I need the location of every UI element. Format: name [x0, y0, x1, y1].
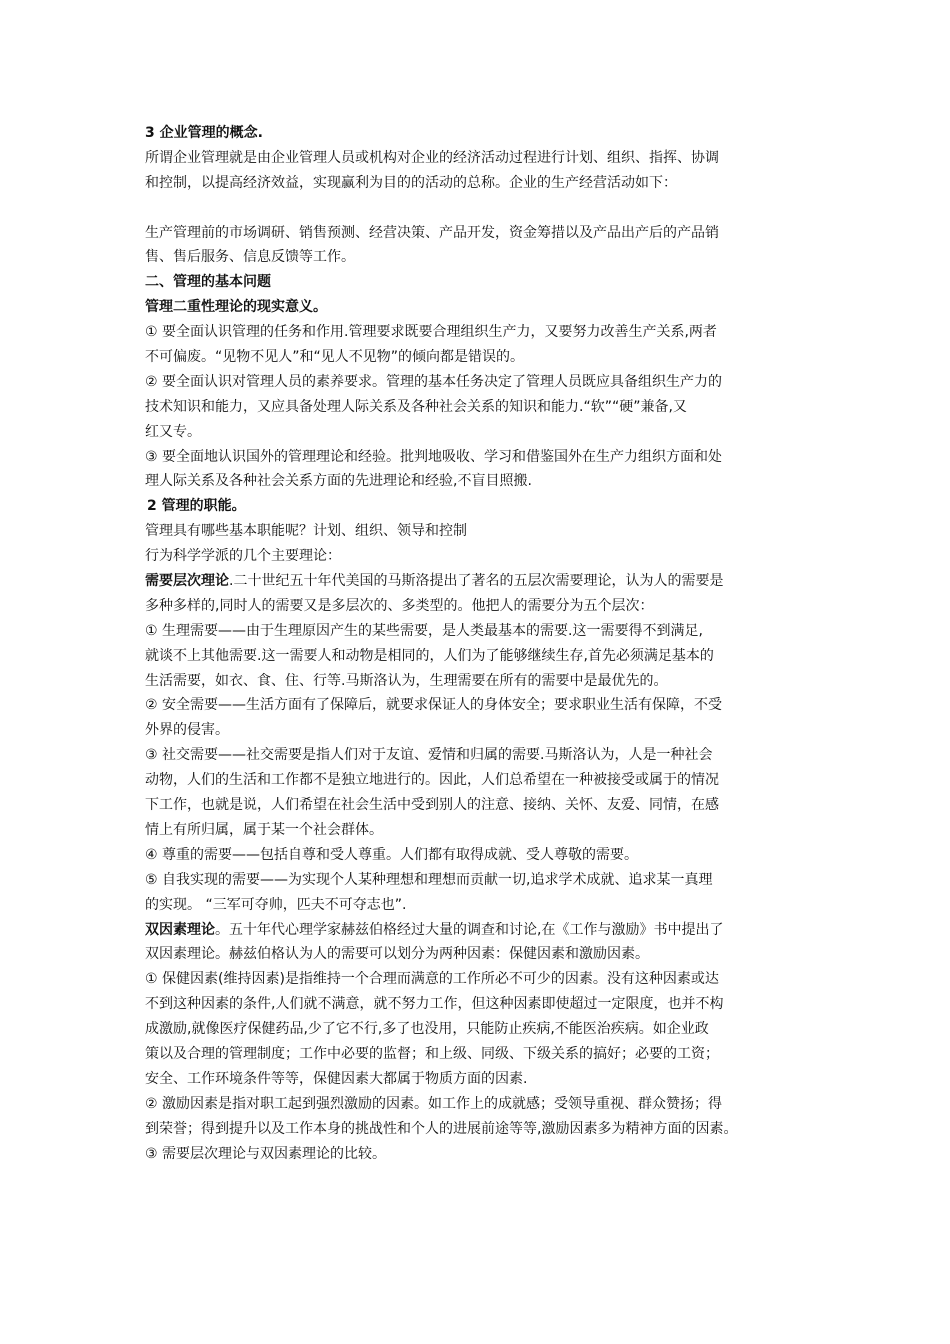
paragraph-line: 所谓企业管理就是由企业管理人员或机构对企业的经济活动过程进行计划、组织、指挥、协调 [145, 149, 719, 166]
list-item-line: ⑤ 自我实现的需要——为实现个人某种理想和理想而贡献一切,追求学术成就、追求某一真理 [145, 871, 713, 888]
section-heading-enterprise-management: 3 企业管理的概念. [145, 125, 263, 141]
hierarchy-intro-line [145, 569, 825, 594]
list-item-line: ③ 要全面地认识国外的管理理论和经验。批判地吸收、学习和借鉴国外在生产力组织方面和处 [145, 448, 722, 465]
list-item-line: ① 生理需要——由于生理原因产生的某些需要，是人类最基本的需要.这一需要得不到满足, [145, 622, 703, 639]
two-factor-intro-text: 。五十年代心理学家赫兹伯格经过大量的调查和讨论,在《工作与激励》书中提出了 [215, 921, 724, 938]
list-item-line: 不可偏废。“见物不见人”和“见人不见物”的倾向都是错误的。 [145, 349, 525, 366]
term-two-factor-theory: 双因素理论 [145, 921, 215, 938]
list-item-line: 的实现。 “三军可夺帅，匹夫不可夺志也”. [145, 896, 407, 913]
list-item-line: 到荣誉；得到提升以及工作本身的挑战性和个人的进展前途等等,激励因素多为精神方面的因素。 [145, 1120, 738, 1137]
blank-line [145, 196, 825, 221]
list-item-line: 生活需要，如衣、食、住、行等.马斯洛认为，生理需要在所有的需要中是最优先的。 [145, 672, 668, 689]
section-heading-basic-issues: 二、管理的基本问题 [145, 274, 271, 291]
list-item-line: ② 激励因素是指对职工起到强烈激励的因素。如工作上的成就感；受领导重视、群众赞扬；得 [145, 1095, 722, 1112]
subheading-duality: 管理二重性理论的现实意义。 [145, 299, 327, 316]
paragraph-line: 行为科学学派的几个主要理论： [145, 548, 341, 565]
two-factor-intro-line [145, 918, 825, 943]
list-item-line: 策以及合理的管理制度；工作中必要的监督；和上级、同级、下级关系的搞好；必要的工资； [145, 1045, 719, 1062]
list-item-line: ③ 需要层次理论与双因素理论的比较。 [145, 1145, 386, 1162]
list-item-line: 外界的侵害。 [145, 722, 229, 739]
list-item-line: 不到这种因素的条件,人们就不满意，就不努力工作，但这种因素即使超过一定限度，也并不构 [145, 996, 724, 1013]
paragraph-line: 和控制，以提高经济效益，实现赢利为目的的活动的总称。企业的生产经营活动如下： [145, 174, 677, 191]
list-item-line: ④ 尊重的需要——包括自尊和受人尊重。人们都有取得成就、受人尊敬的需要。 [145, 846, 638, 863]
list-item-line: 成激励,就像医疗保健药品,少了它不行,多了也没用，只能防止疾病,不能医治疾病。如企业政 [145, 1021, 709, 1038]
list-item-line: 就谈不上其他需要.这一需要人和动物是相同的，人们为了能够继续生存,首先必须满足基本的 [145, 647, 714, 664]
paragraph-line: 管理具有哪些基本职能呢？计划、组织、领导和控制 [145, 523, 467, 540]
list-item-line: 技术知识和能力，又应具备处理人际关系及各种社会关系的知识和能力.“软”“硬”兼备,又 [145, 398, 687, 415]
list-item-line: ③ 社交需要——社交需要是指人们对于友谊、爱情和归属的需要.马斯洛认为，人是一种社会 [145, 747, 713, 764]
section-heading-functions: 2 管理的职能。 [147, 498, 246, 515]
paragraph-line: 生产管理前的市场调研、销售预测、经营决策、产品开发，资金筹措以及产品出产后的产品销 [145, 224, 719, 241]
paragraph-line: 多种多样的,同时人的需要又是多层次的、多类型的。他把人的需要分为五个层次： [145, 597, 654, 614]
hierarchy-intro-text: .二十世纪五十年代美国的马斯洛提出了著名的五层次需要理论，认为人的需要是 [229, 573, 724, 590]
list-item-line: 理人际关系及各种社会关系方面的先进理论和经验,不盲目照搬. [145, 473, 532, 490]
list-item-line: ① 要全面认识管理的任务和作用.管理要求既要合理组织生产力，又要努力改善生产关系,两者 [145, 324, 717, 341]
list-item-line: 动物，人们的生活和工作都不是独立地进行的。因此，人们总希望在一种被接受或属于的情况 [145, 772, 719, 789]
document-page [145, 121, 825, 1166]
list-item-line: 红又专。 [145, 423, 201, 440]
paragraph-line: 双因素理论。赫兹伯格认为人的需要可以划分为两种因素：保健因素和激励因素。 [145, 946, 649, 963]
list-item-line: ① 保健因素(维持因素)是指维持一个合理而满意的工作所必不可少的因素。没有这种因素或达 [145, 971, 719, 988]
list-item-line: ② 要全面认识对管理人员的素养要求。管理的基本任务决定了管理人员既应具备组织生产力的 [145, 373, 722, 390]
list-item-line: 下工作，也就是说，人们希望在社会生活中受到别人的注意、接纳、关怀、友爱、同情，在感 [145, 797, 719, 814]
list-item-line: 安全、工作环境条件等等，保健因素大都属于物质方面的因素. [145, 1070, 528, 1087]
list-item-line: ② 安全需要——生活方面有了保障后，就要求保证人的身体安全；要求职业生活有保障，不受 [145, 697, 722, 714]
term-hierarchy-of-needs: 需要层次理论 [145, 573, 229, 590]
paragraph-line: 售、售后服务、信息反馈等工作。 [145, 249, 355, 266]
list-item-line: 情上有所归属，属于某一个社会群体。 [145, 821, 383, 838]
